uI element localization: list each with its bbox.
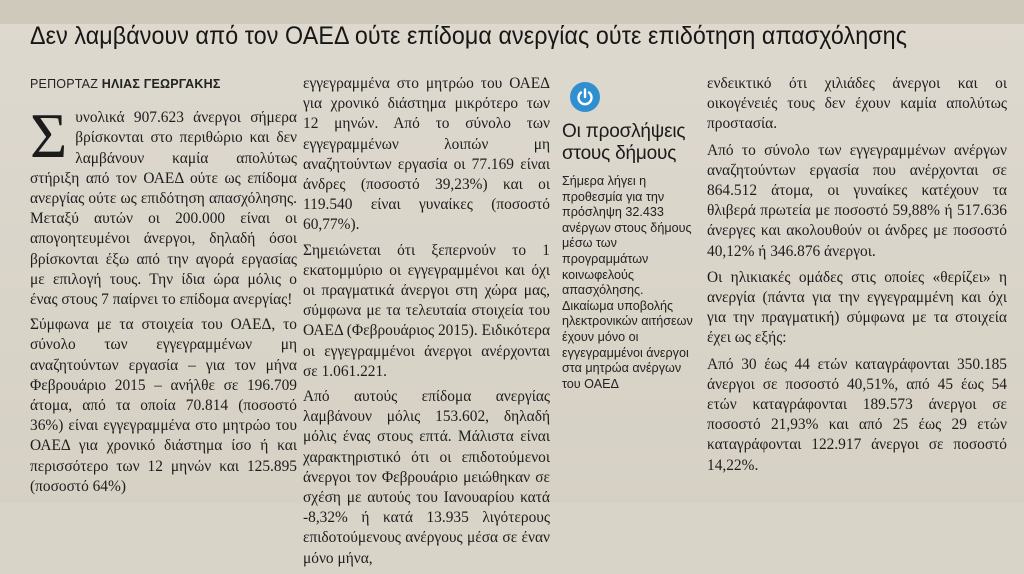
paragraph: Οι ηλικιακές ομάδες στις οποίες «θερίζει» η ανεργία (πάντα για την εγγεγραμμένη και όχι για την πραγματική) σύμφωνα με τα στοιχεία έχει ως εξής: <box>707 268 1007 347</box>
paragraph: εγγεγραμμένα στο μητρώο του ΟΑΕΔ για χρονικό διάστημα μικρότερο των 12 μηνών. Από το σύνολο των εγγεγραμμένων λοιπών μη αναζητούντων εργασία οι 77.169 είναι άνδρες (ποσοστό 39,23%) και οι 119.540 είναι γυναίκες (ποσοστό 60,77%). <box>303 75 550 234</box>
article-column-3 <box>707 74 1007 482</box>
paragraph: ενδεικτικό ότι χιλιάδες άνεργοι και οι οικογένειές τους δεν έχουν καμία απολύτως προστασία. <box>707 75 1007 133</box>
headline: Δεν λαμβάνουν από τον ΟΑΕΔ ούτε επίδομα ανεργίας ούτε επιδότηση απασχόλησης <box>30 22 907 50</box>
byline <box>30 74 297 94</box>
power-icon-glyph <box>575 87 595 107</box>
dropcap: Σ <box>30 100 68 172</box>
paragraph: Από 30 έως 44 ετών καταγράφονται 350.185 άνεργοι σε ποσοστό 40,51%, από 45 έως 54 ετών καταγράφονται 189.573 άνεργοι σε ποσοστό 21,93% και από 25 έως 29 ετών καταγράφονται 122.917 άνεργοι σε ποσοστό 14,22%. <box>707 355 1007 474</box>
sidebar-box <box>562 82 696 392</box>
paragraph: Σημειώνεται ότι ξεπερνούν το 1 εκατομμύριο οι εγγεγραμμένοι και όχι οι πραγματικά άνεργοι στη χώρα μας, σύμφωνα με τα τελευταία στοιχεία του ΟΑΕΔ (Φεβρουάριος 2015). Ειδικότερα οι εγγεγραμμένοι άνεργοι ανέρχονται σε 1.061.221. <box>303 241 551 380</box>
article-column-1 <box>30 74 297 502</box>
paragraph: Από αυτούς επίδομα ανεργίας λαμβάνουν μόλις 153.602, δηλαδή μόλις ένας στους επτά. Μάλιστα είναι χαρακτηριστικό ότι οι επιδοτούμενοι άνεργοι τον Φεβρουάριο μειώθηκαν σε σχέση με αυτούς του Ιανουαρίου κατά -8,32% ή κατά 13.935 λιγότερους επιδοτούμενους ανέργους μέσα σε έναν μόνο μήνα, <box>303 388 550 567</box>
paragraph: Από το σύνολο των εγγεγραμμένων ανέργων αναζητούντων εργασία που ανέρχονται σε 864.512 άτομα, οι γυναίκες κατέχουν τα θλιβερά πρωτεία με ποσοστό 59,88% ή 517.636 άνεργες και ακολουθούν οι άνδρες με ποσοστό 40,12% ή 346.876 άνεργοι. <box>707 141 1007 260</box>
byline-prefix: ΡΕΠΟΡΤΑΖ <box>30 77 99 91</box>
sidebar-body: Σήμερα λήγει η προθεσμία για την πρόσληψη 32.433 ανέργων στους δήμους μέσω των προγραμμάτων κοινωφελούς απασχόλησης. Δικαίωμα υποβολής ηλεκτρονικών αιτήσεων έχουν μόνο οι εγγεγραμμένοι άνεργοι στα μητρώα ανέργων του ΟΑΕΔ <box>562 174 693 391</box>
power-icon <box>570 82 600 112</box>
article-column-2 <box>303 74 550 574</box>
paragraph: Σύμφωνα με τα στοιχεία του ΟΑΕΔ, το σύνολο των εγγεγραμμένων μη αναζητούντων εργασία – για τον μήνα Φεβρουάριο 2015 – ανήλθε σε 196.709 άτομα, από τα οποία 70.814 (ποσοστό 36%) είναι εγγεγραμμένα στο μητρώο του ΟΑΕΔ για χρονικό διάστημα ίσο ή και περισσότερο των 12 μηνών και 125.895 (ποσοστό 64%) <box>30 316 297 495</box>
paragraph-text: υνολικά 907.623 άνεργοι σήμερα βρίσκονται στο περιθώριο και δεν λαμβάνουν καμία απολύτως στήριξη από τον ΟΑΕΔ ούτε ως επίδομα ανεργίας ούτε ως επιδότηση απασχόλησης. Μεταξύ αυτών οι 200.000 είναι οι απογοητευμένοι άνεργοι, δηλαδή όσοι βρίσκονται έξω από την αγορά εργασίας με επιλογή τους. Την ίδια ώρα μόλις ο ένας στους 7 παίρνει το επίδομα ανεργίας! <box>30 109 297 309</box>
top-bleed-strip <box>0 0 1024 24</box>
sidebar-title: Οι προσλήψεις στους δήμους <box>562 121 686 164</box>
paragraph <box>30 100 297 310</box>
byline-author: ΗΛΙΑΣ ΓΕΩΡΓΑΚΗΣ <box>101 77 221 91</box>
